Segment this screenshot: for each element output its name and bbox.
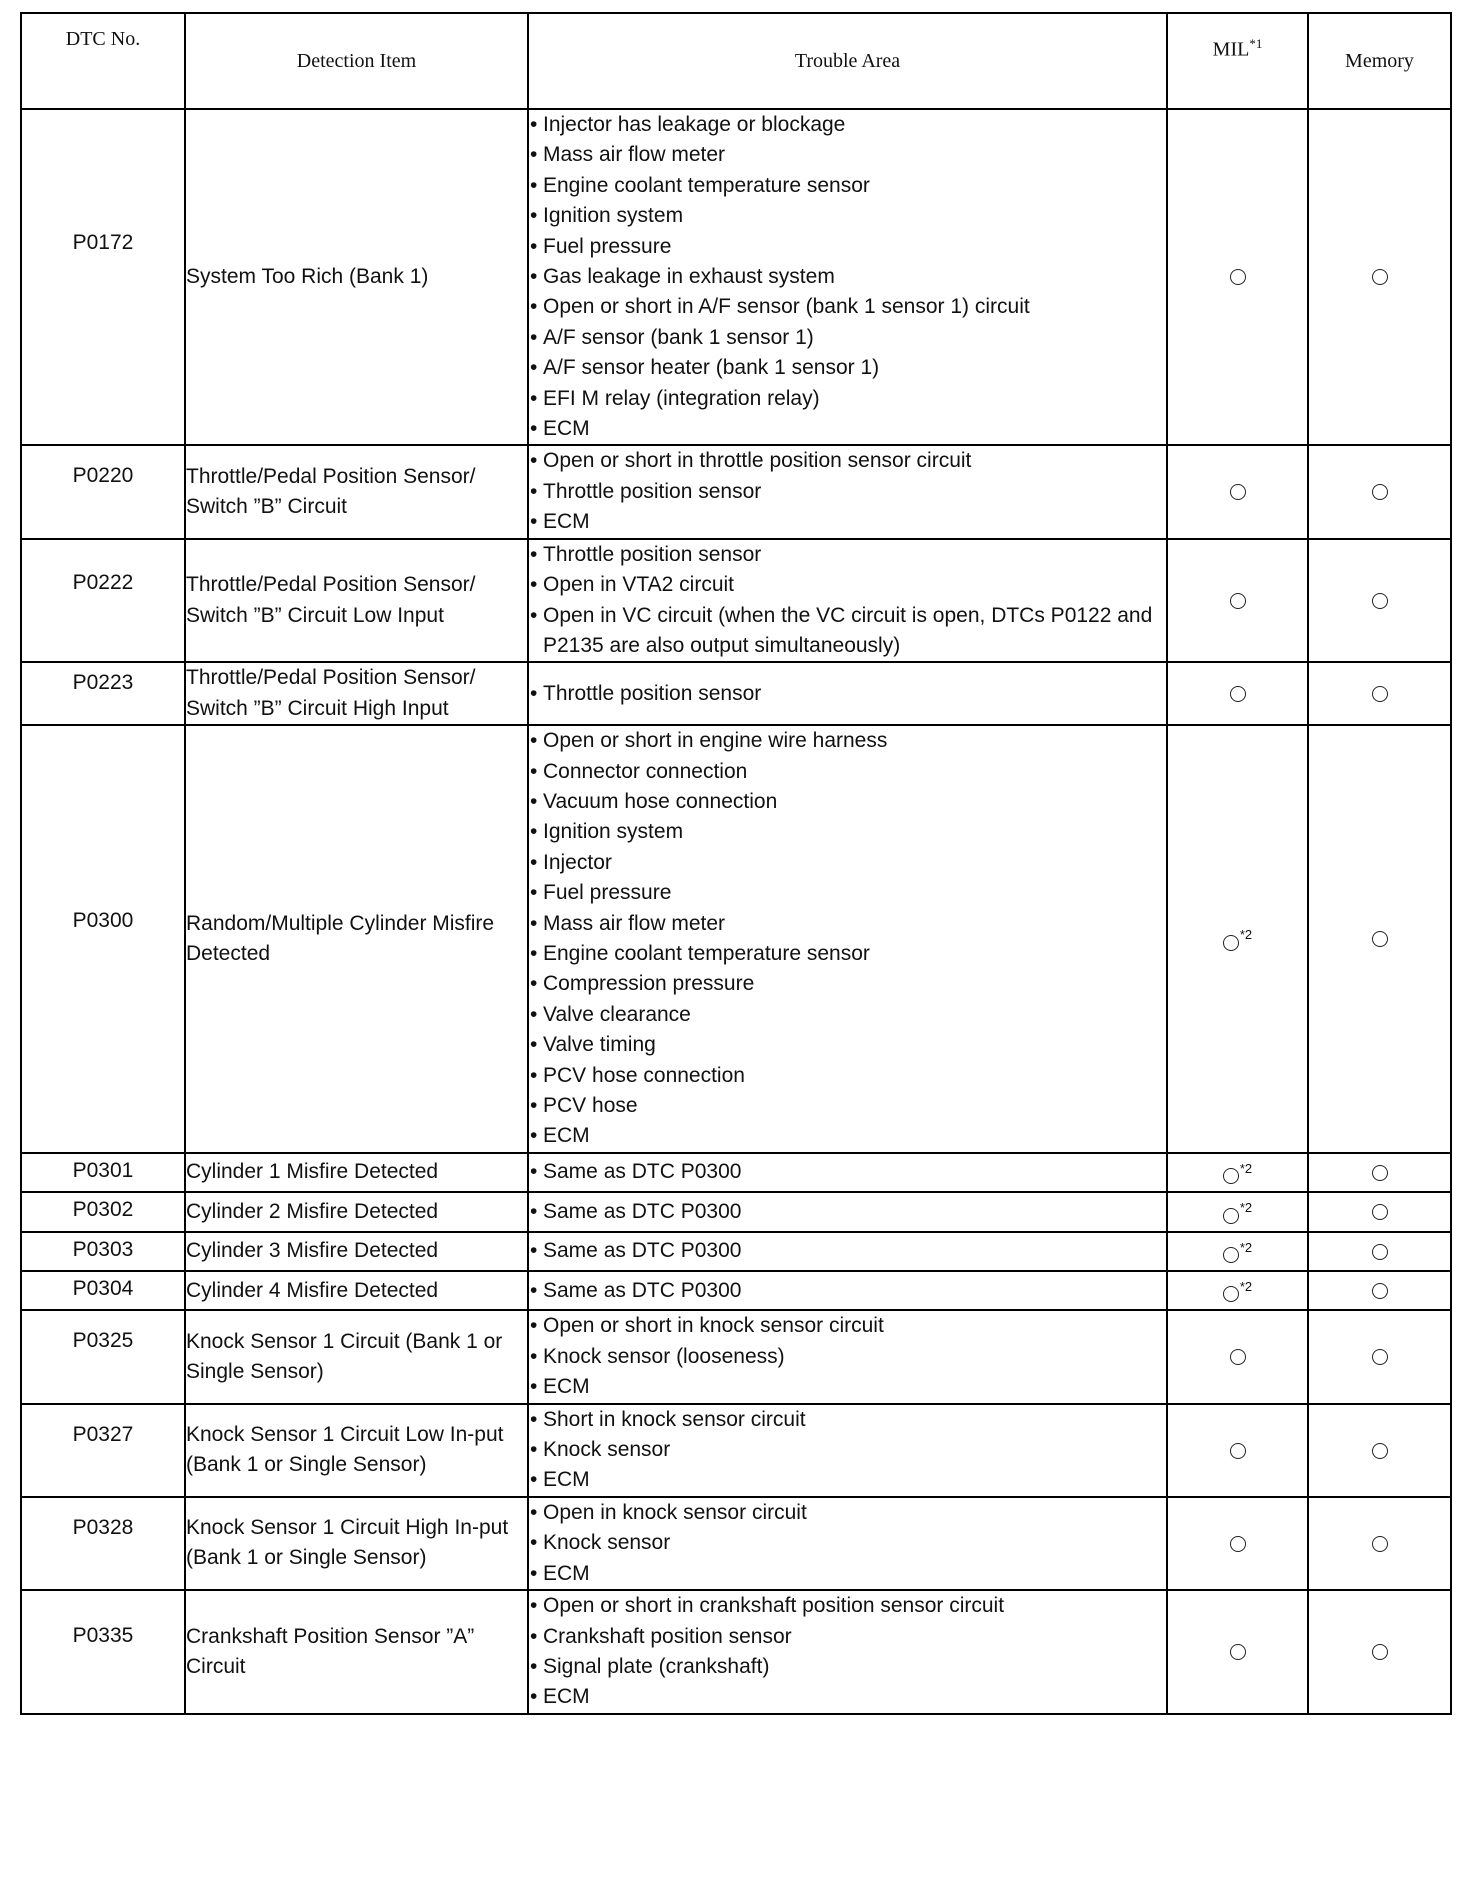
trouble-area-item: • Same as DTC P0300 — [529, 1236, 1166, 1266]
circle-icon — [1223, 1208, 1239, 1224]
trouble-area-item: • Valve clearance — [529, 1000, 1166, 1030]
trouble-area — [528, 539, 1167, 663]
dtc-code: P0302 — [21, 1192, 185, 1231]
trouble-area-list — [529, 446, 1166, 537]
trouble-area-list — [529, 726, 1166, 1152]
memory-indicator — [1308, 445, 1451, 538]
mil-footnote: *2 — [1239, 1239, 1253, 1255]
circle-icon — [1230, 1443, 1246, 1459]
header-mil-note: *1 — [1249, 36, 1263, 51]
circle-icon — [1230, 484, 1246, 500]
table-row — [21, 1192, 1451, 1231]
trouble-area — [528, 1271, 1167, 1310]
trouble-area-item: • Vacuum hose connection — [529, 787, 1166, 817]
circle-icon — [1372, 686, 1388, 702]
table-row — [21, 109, 1451, 445]
dtc-table — [20, 12, 1452, 1715]
trouble-area — [528, 1192, 1167, 1231]
circle-icon — [1372, 593, 1388, 609]
circle-icon — [1230, 686, 1246, 702]
trouble-area-list — [529, 540, 1166, 662]
detection-item: Cylinder 2 Misfire Detected — [185, 1192, 528, 1231]
trouble-area-item: • Ignition system — [529, 817, 1166, 847]
dtc-code: P0335 — [21, 1590, 185, 1714]
circle-icon — [1372, 1165, 1388, 1181]
trouble-area-list — [529, 1591, 1166, 1713]
circle-icon — [1372, 1644, 1388, 1660]
memory-indicator — [1308, 662, 1451, 725]
trouble-area-list — [529, 679, 1166, 709]
table-row — [21, 1153, 1451, 1192]
dtc-code: P0325 — [21, 1310, 185, 1403]
memory-indicator — [1308, 1271, 1451, 1310]
circle-icon — [1230, 1349, 1246, 1365]
detection-item: Knock Sensor 1 Circuit (Bank 1 or Single Sensor) — [185, 1310, 528, 1403]
trouble-area-item: • Open or short in engine wire harness — [529, 726, 1166, 756]
memory-indicator — [1308, 109, 1451, 445]
header-mil-label: MIL — [1212, 38, 1250, 61]
table-row — [21, 1590, 1451, 1714]
trouble-area-item: • ECM — [529, 414, 1166, 444]
header-mil — [1167, 13, 1308, 109]
trouble-area-list — [529, 1405, 1166, 1496]
dtc-code: P0300 — [21, 725, 185, 1153]
trouble-area-item: • Knock sensor — [529, 1435, 1166, 1465]
circle-icon — [1372, 1204, 1388, 1220]
trouble-area-list — [529, 1311, 1166, 1402]
mil-indicator — [1167, 1232, 1308, 1271]
circle-icon — [1372, 484, 1388, 500]
detection-item: Throttle/Pedal Position Sensor/ Switch ”B” Circuit Low Input — [185, 539, 528, 663]
mil-footnote: *2 — [1239, 927, 1253, 943]
trouble-area-item: • Engine coolant temperature sensor — [529, 171, 1166, 201]
detection-item: Crankshaft Position Sensor ”A” Circuit — [185, 1590, 528, 1714]
trouble-area — [528, 1310, 1167, 1403]
mil-indicator — [1167, 1310, 1308, 1403]
circle-icon — [1223, 1286, 1239, 1302]
trouble-area-item: • Throttle position sensor — [529, 477, 1166, 507]
trouble-area — [528, 1590, 1167, 1714]
trouble-area-item: • Fuel pressure — [529, 232, 1166, 262]
trouble-area-item: • PCV hose connection — [529, 1061, 1166, 1091]
table-body — [21, 109, 1451, 1714]
detection-item: Cylinder 3 Misfire Detected — [185, 1232, 528, 1271]
header-dtc-no: DTC No. — [21, 13, 185, 109]
trouble-area-item: • Throttle position sensor — [529, 540, 1166, 570]
circle-icon — [1372, 931, 1388, 947]
trouble-area-item: • Engine coolant temperature sensor — [529, 939, 1166, 969]
memory-indicator — [1308, 1232, 1451, 1271]
trouble-area-item: • Ignition system — [529, 201, 1166, 231]
circle-icon — [1230, 269, 1246, 285]
trouble-area-item: • Same as DTC P0300 — [529, 1157, 1166, 1187]
dtc-code: P0328 — [21, 1497, 185, 1590]
trouble-area-list — [529, 1498, 1166, 1589]
memory-indicator — [1308, 1590, 1451, 1714]
table-row — [21, 445, 1451, 538]
header-trouble-area: Trouble Area — [528, 13, 1167, 109]
trouble-area-item: • Open in VTA2 circuit — [529, 570, 1166, 600]
trouble-area — [528, 662, 1167, 725]
detection-item: Knock Sensor 1 Circuit High In-put (Bank 1 or Single Sensor) — [185, 1497, 528, 1590]
circle-icon — [1230, 593, 1246, 609]
trouble-area-item: • Short in knock sensor circuit — [529, 1405, 1166, 1435]
memory-indicator — [1308, 1497, 1451, 1590]
trouble-area-item: • Same as DTC P0300 — [529, 1197, 1166, 1227]
memory-indicator — [1308, 1310, 1451, 1403]
circle-icon — [1223, 1247, 1239, 1263]
trouble-area — [528, 445, 1167, 538]
circle-icon — [1372, 1536, 1388, 1552]
mil-footnote: *2 — [1239, 1279, 1253, 1295]
trouble-area-item: • Valve timing — [529, 1030, 1166, 1060]
trouble-area-item: • PCV hose — [529, 1091, 1166, 1121]
detection-item: System Too Rich (Bank 1) — [185, 109, 528, 445]
trouble-area-list — [529, 1276, 1166, 1306]
circle-icon — [1372, 1283, 1388, 1299]
table-row — [21, 1404, 1451, 1497]
trouble-area-list — [529, 1197, 1166, 1227]
circle-icon — [1372, 1244, 1388, 1260]
circle-icon — [1372, 269, 1388, 285]
mil-footnote: *2 — [1239, 1160, 1253, 1176]
trouble-area-item: • Injector has leakage or blockage — [529, 110, 1166, 140]
dtc-code: P0220 — [21, 445, 185, 538]
trouble-area-item: • Mass air flow meter — [529, 140, 1166, 170]
mil-indicator — [1167, 725, 1308, 1153]
trouble-area-item: • ECM — [529, 1559, 1166, 1589]
trouble-area-item: • Injector — [529, 848, 1166, 878]
circle-icon — [1230, 1644, 1246, 1660]
detection-item: Cylinder 1 Misfire Detected — [185, 1153, 528, 1192]
trouble-area-item: • A/F sensor heater (bank 1 sensor 1) — [529, 353, 1166, 383]
trouble-area-item: • ECM — [529, 1121, 1166, 1151]
table-row — [21, 539, 1451, 663]
memory-indicator — [1308, 1153, 1451, 1192]
mil-indicator — [1167, 1192, 1308, 1231]
mil-indicator — [1167, 1590, 1308, 1714]
detection-item: Throttle/Pedal Position Sensor/ Switch ”B” Circuit — [185, 445, 528, 538]
mil-indicator — [1167, 1404, 1308, 1497]
trouble-area — [528, 725, 1167, 1153]
trouble-area-item: • Open in VC circuit (when the VC circuit is open, DTCs P0122 and P2135 are also output simultaneously) — [529, 601, 1166, 662]
mil-indicator — [1167, 445, 1308, 538]
dtc-code: P0222 — [21, 539, 185, 663]
mil-indicator — [1167, 1497, 1308, 1590]
circle-icon — [1372, 1349, 1388, 1365]
memory-indicator — [1308, 1404, 1451, 1497]
dtc-code: P0304 — [21, 1271, 185, 1310]
trouble-area-item: • A/F sensor (bank 1 sensor 1) — [529, 323, 1166, 353]
memory-indicator — [1308, 725, 1451, 1153]
trouble-area-item: • Mass air flow meter — [529, 909, 1166, 939]
trouble-area-item: • ECM — [529, 1682, 1166, 1712]
dtc-code: P0172 — [21, 109, 185, 445]
detection-item: Cylinder 4 Misfire Detected — [185, 1271, 528, 1310]
trouble-area-item: • Open or short in throttle position sensor circuit — [529, 446, 1166, 476]
trouble-area-list — [529, 1236, 1166, 1266]
trouble-area — [528, 1497, 1167, 1590]
trouble-area-list — [529, 1157, 1166, 1187]
memory-indicator — [1308, 1192, 1451, 1231]
trouble-area — [528, 109, 1167, 445]
trouble-area-item: • Knock sensor — [529, 1528, 1166, 1558]
mil-indicator — [1167, 109, 1308, 445]
trouble-area-item: • Crankshaft position sensor — [529, 1622, 1166, 1652]
table-row — [21, 1310, 1451, 1403]
trouble-area-list — [529, 110, 1166, 444]
mil-indicator — [1167, 662, 1308, 725]
header-detection-item: Detection Item — [185, 13, 528, 109]
trouble-area-item: • ECM — [529, 1465, 1166, 1495]
memory-indicator — [1308, 539, 1451, 663]
trouble-area-item: • ECM — [529, 1372, 1166, 1402]
trouble-area-item: • Open in knock sensor circuit — [529, 1498, 1166, 1528]
circle-icon — [1372, 1443, 1388, 1459]
detection-item: Random/Multiple Cylinder Misfire Detected — [185, 725, 528, 1153]
trouble-area-item: • Knock sensor (looseness) — [529, 1342, 1166, 1372]
dtc-code: P0327 — [21, 1404, 185, 1497]
trouble-area-item: • Fuel pressure — [529, 878, 1166, 908]
trouble-area — [528, 1404, 1167, 1497]
header-row — [21, 13, 1451, 109]
trouble-area-item: • Connector connection — [529, 757, 1166, 787]
circle-icon — [1223, 1168, 1239, 1184]
table-header — [21, 13, 1451, 109]
detection-item: Knock Sensor 1 Circuit Low In-put (Bank 1 or Single Sensor) — [185, 1404, 528, 1497]
table-row — [21, 1497, 1451, 1590]
trouble-area-item: • Gas leakage in exhaust system — [529, 262, 1166, 292]
table-row — [21, 662, 1451, 725]
table-row — [21, 1232, 1451, 1271]
trouble-area-item: • EFI M relay (integration relay) — [529, 384, 1166, 414]
dtc-code: P0303 — [21, 1232, 185, 1271]
trouble-area-item: • Signal plate (crankshaft) — [529, 1652, 1166, 1682]
trouble-area-item: • Throttle position sensor — [529, 679, 1166, 709]
trouble-area — [528, 1153, 1167, 1192]
trouble-area-item: • Same as DTC P0300 — [529, 1276, 1166, 1306]
trouble-area-item: • Open or short in crankshaft position sensor circuit — [529, 1591, 1166, 1621]
circle-icon — [1230, 1536, 1246, 1552]
trouble-area-item: • Open or short in A/F sensor (bank 1 sensor 1) circuit — [529, 292, 1166, 322]
trouble-area-item: • Open or short in knock sensor circuit — [529, 1311, 1166, 1341]
mil-indicator — [1167, 1153, 1308, 1192]
dtc-code: P0223 — [21, 662, 185, 725]
detection-item: Throttle/Pedal Position Sensor/ Switch ”B” Circuit High Input — [185, 662, 528, 725]
table-row — [21, 725, 1451, 1153]
mil-footnote: *2 — [1239, 1200, 1253, 1216]
dtc-code: P0301 — [21, 1153, 185, 1192]
trouble-area — [528, 1232, 1167, 1271]
circle-icon — [1223, 935, 1239, 951]
mil-indicator — [1167, 539, 1308, 663]
mil-indicator — [1167, 1271, 1308, 1310]
trouble-area-item: • ECM — [529, 507, 1166, 537]
header-memory: Memory — [1308, 13, 1451, 109]
table-row — [21, 1271, 1451, 1310]
trouble-area-item: • Compression pressure — [529, 969, 1166, 999]
